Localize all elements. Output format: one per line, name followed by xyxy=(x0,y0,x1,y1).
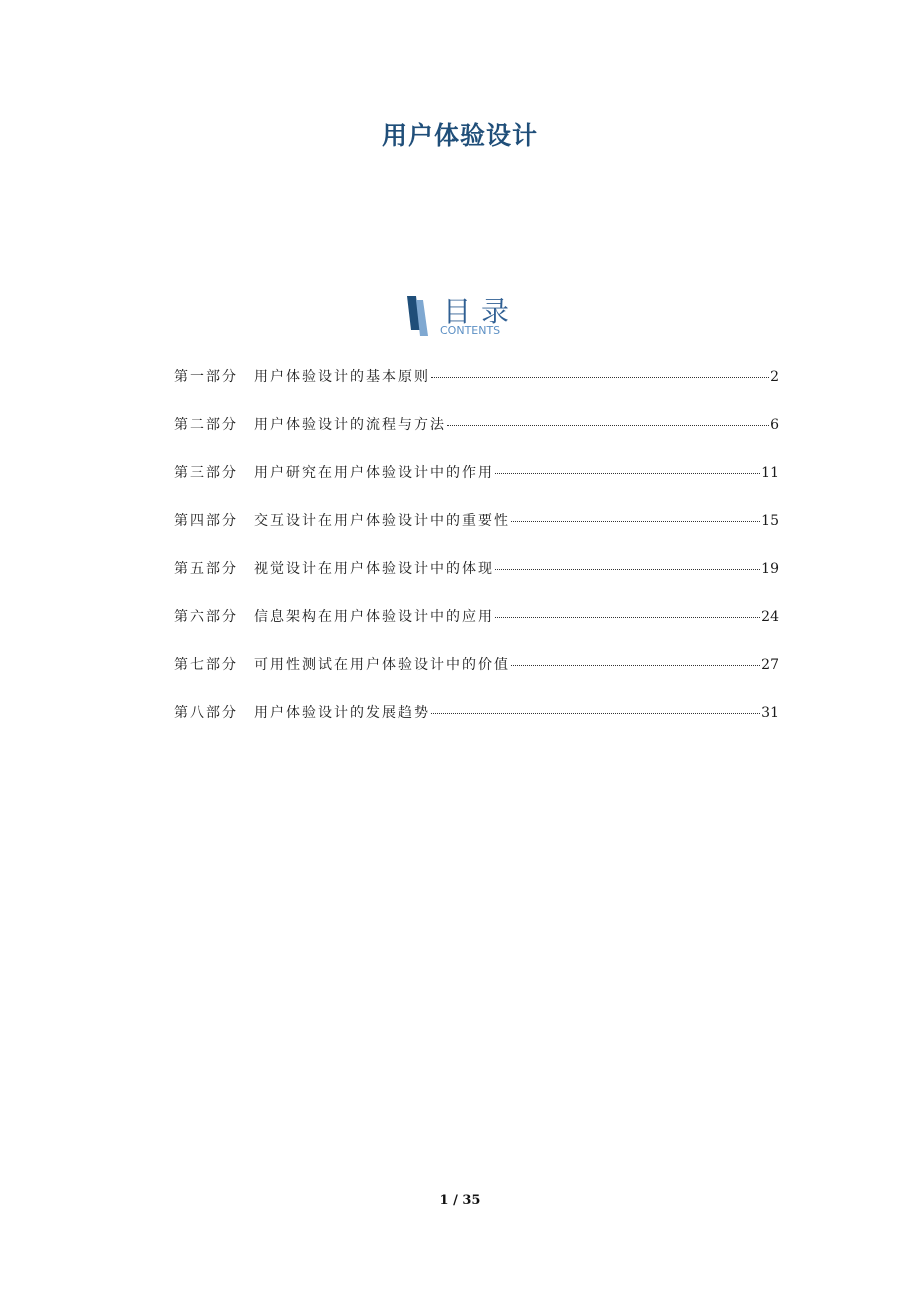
toc-entry-text: 交互设计在用户体验设计中的重要性 xyxy=(254,513,510,529)
toc-list xyxy=(174,366,779,750)
toc-subtitle: CONTENTS xyxy=(440,324,501,337)
toc-entry[interactable] xyxy=(174,414,779,462)
toc-entry[interactable] xyxy=(174,606,779,654)
toc-logo-icon xyxy=(407,296,431,336)
toc-entry-page: 27 xyxy=(761,657,779,673)
toc-entry-page: 11 xyxy=(761,465,779,481)
toc-entry-part: 第三部分 xyxy=(174,465,238,481)
toc-entry-page: 24 xyxy=(761,609,779,625)
toc-dot-leader xyxy=(495,569,760,570)
toc-entry-part: 第八部分 xyxy=(174,705,238,721)
toc-entry-page: 19 xyxy=(761,561,779,577)
toc-entry-part: 第七部分 xyxy=(174,657,238,673)
toc-entry-part: 第二部分 xyxy=(174,417,238,433)
toc-entry-page: 31 xyxy=(761,705,779,721)
toc-dot-leader xyxy=(495,473,760,474)
document-title: 用户体验设计 xyxy=(381,121,538,150)
toc-entry-text: 用户研究在用户体验设计中的作用 xyxy=(254,465,494,481)
toc-entry-page: 2 xyxy=(770,369,779,385)
toc-entry-text: 用户体验设计的基本原则 xyxy=(254,369,430,385)
toc-entry-part: 第六部分 xyxy=(174,609,238,625)
toc-entry[interactable] xyxy=(174,558,779,606)
toc-entry[interactable] xyxy=(174,366,779,414)
toc-dot-leader xyxy=(511,665,760,666)
toc-dot-leader xyxy=(431,377,769,378)
toc-dot-leader xyxy=(431,713,760,714)
toc-title: 目录 xyxy=(443,295,520,328)
toc-dot-leader xyxy=(447,425,769,426)
toc-entry[interactable] xyxy=(174,510,779,558)
toc-dot-leader xyxy=(511,521,760,522)
toc-entry-text: 信息架构在用户体验设计中的应用 xyxy=(254,609,494,625)
toc-entry-page: 15 xyxy=(761,513,779,529)
toc-entry[interactable] xyxy=(174,462,779,510)
toc-dot-leader xyxy=(495,617,760,618)
toc-header xyxy=(407,292,527,342)
toc-entry-part: 第五部分 xyxy=(174,561,238,577)
toc-entry[interactable] xyxy=(174,654,779,702)
toc-entry-text: 可用性测试在用户体验设计中的价值 xyxy=(254,657,510,673)
toc-entry-part: 第四部分 xyxy=(174,513,238,529)
toc-entry-text: 用户体验设计的发展趋势 xyxy=(254,705,430,721)
toc-entry-page: 6 xyxy=(770,417,779,433)
toc-entry-text: 视觉设计在用户体验设计中的体现 xyxy=(254,561,494,577)
toc-entry-part: 第一部分 xyxy=(174,369,238,385)
toc-entry-text: 用户体验设计的流程与方法 xyxy=(254,417,446,433)
toc-entry[interactable] xyxy=(174,702,779,750)
page-number: 1 / 35 xyxy=(439,1193,481,1208)
